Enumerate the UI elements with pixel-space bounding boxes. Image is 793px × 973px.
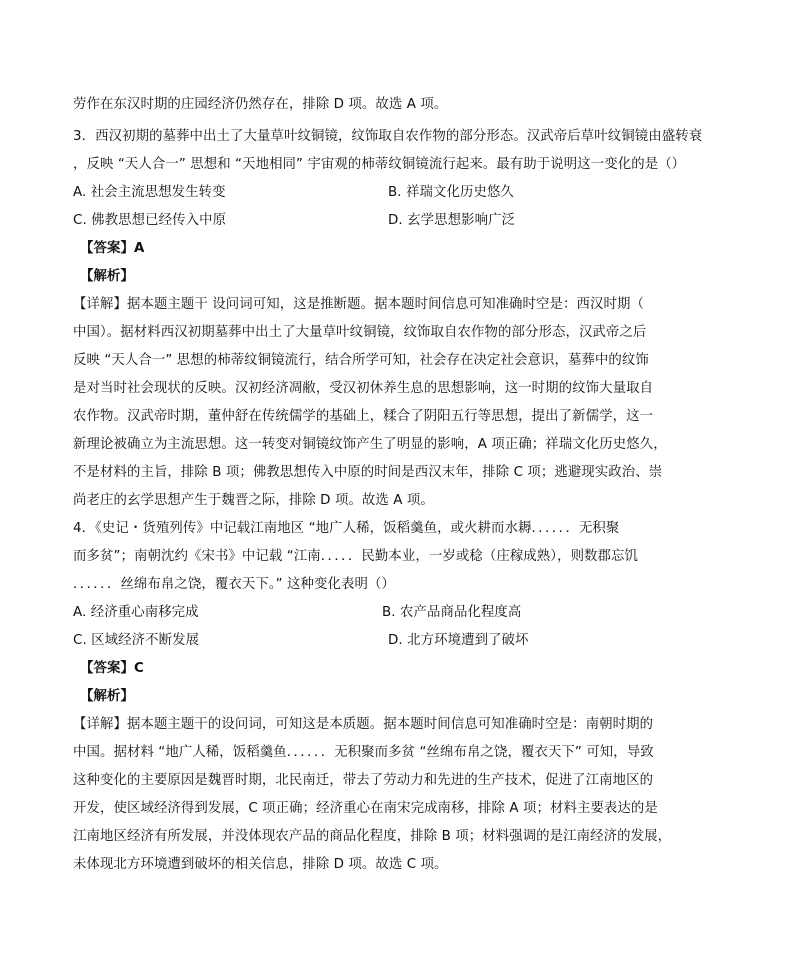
q3-detail-line: 不是材料的主旨，排除 B 项；佛教思想传入中原的时间是西汉末年，排除 C 项；逃避现实政治、崇 [73,465,663,480]
q3-detail-line: 农作物。汉武帝时期，董仲舒在传统儒学的基础上，糅合了阴阳五行等思想，提出了新儒学，这一 [73,409,654,424]
q3-detail-line: 反映 “天人合一” 思想的柿蒂纹铜镜流行，结合所学可知，社会存在决定社会意识，墓葬中的纹饰 [73,353,649,368]
q4-detail-line: 江南地区经济有所发展，并没体现农产品的商品化程度，排除 B 项；材料强调的是江南经济的发展， [73,829,672,844]
q4-option-a: A. 经济重心南移完成 [73,605,199,620]
q4-detail-line: 开发，使区域经济得到发展，C 项正确；经济重心在南宋完成南移，排除 A 项；材料主要表达的是 [73,801,658,816]
q3-stem-line-1: 3．西汉初期的墓葬中出土了大量草叶纹铜镜，纹饰取自农作物的部分形态。汉武帝后草叶纹铜镜由盛转衰 [73,129,703,144]
q4-option-b: B. 农产品商品化程度高 [382,605,522,620]
q4-option-d: D. 北方环境遭到了破坏 [388,633,529,648]
q4-stem-line-2: 而多贫”；南朝沈约《宋书》中记载 “江南．．．．．民勤本业，一岁或稔（庄稼成熟），则数郡忘饥 [73,549,639,564]
q3-analysis-label: 【解析】 [80,269,134,284]
q4-answer-label: 【答案】C [80,661,144,676]
q3-option-d: D. 玄学思想影响广泛 [388,213,516,228]
q3-option-a: A. 社会主流思想发生转变 [73,185,226,200]
q3-detail-line: 尚老庄的玄学思想产生于魏晋之际，排除 D 项。故选 A 项。 [73,493,434,508]
q3-option-c: C. 佛教思想已经传入中原 [73,213,227,228]
q2-analysis-tail: 劳作在东汉时期的庄园经济仍然存在，排除 D 项。故选 A 项。 [73,97,448,112]
q3-stem-line-2: ，反映 “天人合一” 思想和 “天地相同” 宇宙观的柿蒂纹铜镜流行起来。最有助于说明这一变化的是（） [73,157,686,172]
q3-detail-line: 是对当时社会现状的反映。汉初经济凋敝，受汉初休养生息的思想影响，这一时期的纹饰大量取自 [73,381,654,396]
q4-option-c: C. 区域经济不断发展 [73,633,200,648]
q4-detail-line: 这种变化的主要原因是魏晋时期，北民南迁，带去了劳动力和先进的生产技术，促进了江南地区的 [73,773,654,788]
q3-detail-line: 【详解】据本题主题干 设问词可知，这是推断题。据本题时间信息可知准确时空是：西汉时期（ [73,297,644,312]
q3-option-b: B. 祥瑞文化历史悠久 [388,185,514,200]
q4-stem-line-1: 4．《史记・货殖列传》中记载江南地区 “地广人稀，饭稻羹鱼，或火耕而水耨．．．．．．无积聚 [73,521,620,536]
q3-detail-line: 新理论被确立为主流思想。这一转变对铜镜纹饰产生了明显的影响，A 项正确；祥瑞文化历史悠久， [73,437,667,452]
q4-detail-line: 【详解】据本题主题干的设问词，可知这是本质题。据本题时间信息可知准确时空是：南朝时期的 [73,717,654,732]
q3-answer-label: 【答案】A [80,241,145,256]
q3-detail-line: 中国）。据材料西汉初期墓葬中出土了大量草叶纹铜镜，纹饰取自农作物的部分形态，汉武帝之后 [73,325,647,340]
q4-stem-line-3: ．．．．．．丝绵布帛之饶，覆衣天下。” 这种变化表明（） [73,577,395,592]
q4-detail-line: 未体现北方环境遭到破坏的相关信息，排除 D 项。故选 C 项。 [73,857,448,872]
q4-detail-line: 中国。据材料 “地广人稀，饭稻羹鱼．．．．．．无积聚而多贫 “丝绵布帛之饶，覆衣天下” 可知，导致 [73,745,654,760]
q4-analysis-label: 【解析】 [80,689,134,704]
